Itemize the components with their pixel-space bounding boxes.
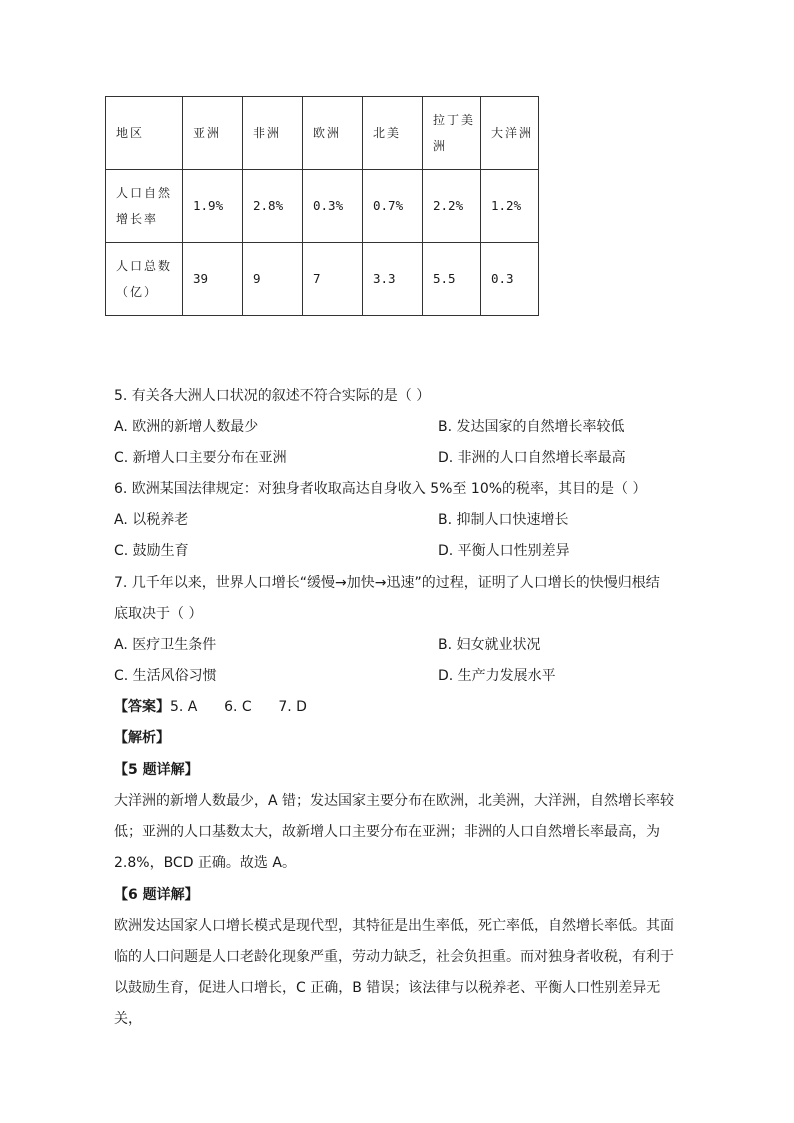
table-header-cell: 地区 — [106, 97, 183, 170]
table-header-cell: 亚洲 — [183, 97, 243, 170]
table-cell: 1.2% — [481, 170, 539, 243]
table-cell: 0.3 — [481, 243, 539, 316]
table-header-cell: 非洲 — [243, 97, 303, 170]
question-5-stem: 5. 有关各大洲人口状况的叙述不符合实际的是（ ） — [114, 388, 431, 404]
table-cell: 5.5 — [423, 243, 481, 316]
table-row-label: 人口自然增长率 — [106, 170, 183, 243]
question-6-option-b: B. 抑制人口快速增长 — [438, 512, 569, 528]
detail-5-text: 大洋洲的新增人数最少，A 错；发达国家主要分布在欧洲，北美洲，大洋洲，自然增长率较低；亚洲的人口基数太大，故新增人口主要分布在亚洲；非洲的人口自然增长率最高，为 2.8%，BCD 正确。故选 A。 — [114, 793, 675, 871]
table-row — [106, 243, 539, 316]
table-header-cell: 欧洲 — [303, 97, 363, 170]
question-6-option-a: A. 以税养老 — [114, 512, 189, 528]
table-cell: 0.3% — [303, 170, 363, 243]
question-7-option-c: C. 生活风俗习惯 — [114, 668, 217, 684]
question-6-option-d: D. 平衡人口性别差异 — [438, 543, 570, 559]
analysis-label: 【解析】 — [114, 730, 170, 746]
question-7-stem-line2: 底取决于（ ） — [114, 606, 203, 622]
table-cell: 1.9% — [183, 170, 243, 243]
question-5-option-c: C. 新增人口主要分布在亚洲 — [114, 450, 287, 466]
table-cell: 0.7% — [363, 170, 423, 243]
population-table — [105, 96, 539, 316]
detail-6-label: 【6 题详解】 — [114, 887, 199, 903]
question-7-option-d: D. 生产力发展水平 — [438, 668, 556, 684]
question-7-option-a: A. 医疗卫生条件 — [114, 637, 217, 653]
table-cell: 3.3 — [363, 243, 423, 316]
question-5-option-a: A. 欧洲的新增人数最少 — [114, 419, 259, 435]
table-row — [106, 170, 539, 243]
table-header-cell: 大洋洲 — [481, 97, 539, 170]
question-5-option-d: D. 非洲的人口自然增长率最高 — [438, 450, 626, 466]
question-7-stem-line1: 7. 几千年以来，世界人口增长“缓慢→加快→迅速”的过程，证明了人口增长的快慢归根结 — [114, 575, 660, 591]
table-header-cell: 拉丁美洲 — [423, 97, 481, 170]
question-7-option-b: B. 妇女就业状况 — [438, 637, 541, 653]
answer-label: 【答案】 — [114, 699, 170, 715]
table-cell: 9 — [243, 243, 303, 316]
answer-values: 5. A 6. C 7. D — [170, 699, 307, 715]
table-cell: 39 — [183, 243, 243, 316]
answer-line — [114, 697, 307, 717]
table-header-row — [106, 97, 539, 170]
table-header-cell: 北美 — [363, 97, 423, 170]
detail-6-text: 欧洲发达国家人口增长模式是现代型，其特征是出生率低，死亡率低，自然增长率低。其面临的人口问题是人口老龄化现象严重，劳动力缺乏，社会负担重。而对独身者收税，有利于以鼓励生育，促进人口增长，C 正确，B 错误；该法律与以税养老、平衡人口性别差异无关， — [114, 918, 674, 1027]
question-5-option-b: B. 发达国家的自然增长率较低 — [438, 419, 625, 435]
table-cell: 2.2% — [423, 170, 481, 243]
table-cell: 2.8% — [243, 170, 303, 243]
detail-5-label: 【5 题详解】 — [114, 762, 199, 778]
question-6-stem: 6. 欧洲某国法律规定：对独身者收取高达自身收入 5%至 10%的税率，其目的是（ ） — [114, 481, 647, 497]
table-row-label: 人口总数（亿） — [106, 243, 183, 316]
table-cell: 7 — [303, 243, 363, 316]
question-6-option-c: C. 鼓励生育 — [114, 543, 189, 559]
